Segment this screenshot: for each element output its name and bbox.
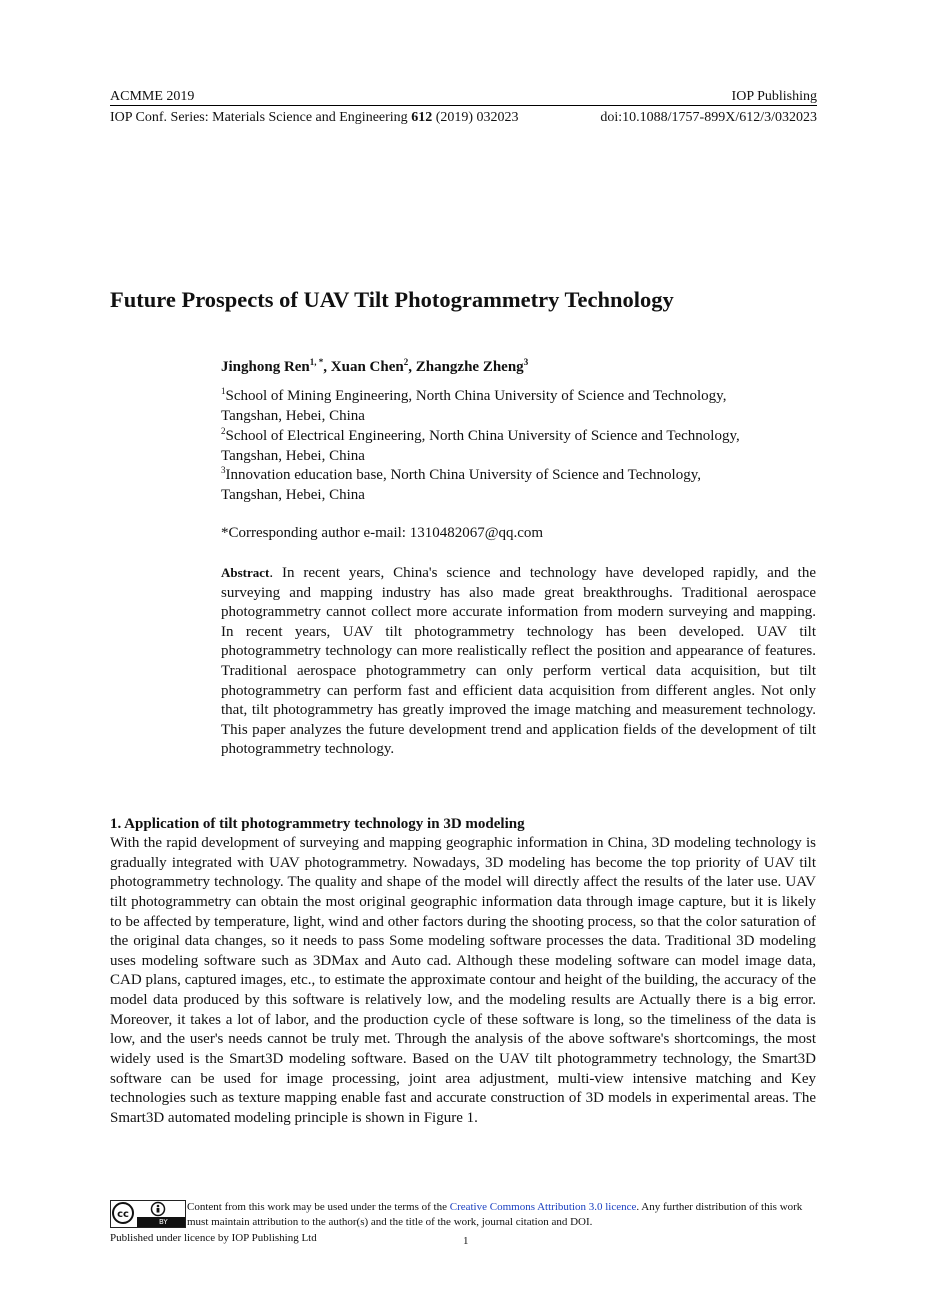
affiliation-line: Tangshan, Hebei, China bbox=[221, 447, 365, 464]
author-sep: , bbox=[323, 359, 331, 375]
series-line bbox=[110, 110, 519, 126]
license-notice bbox=[187, 1200, 817, 1230]
author-3-sup: 3 bbox=[523, 357, 529, 367]
author-2: Xuan Chen bbox=[330, 359, 404, 375]
author-1-sup: 1, * bbox=[309, 357, 324, 367]
series-suffix: (2019) 032023 bbox=[432, 110, 519, 125]
abstract-label: Abstract bbox=[221, 565, 270, 580]
abstract bbox=[221, 563, 816, 760]
affiliation-3 bbox=[221, 466, 821, 505]
cc-by-logo bbox=[110, 1200, 186, 1228]
author-3: Zhangzhe Zheng bbox=[415, 359, 524, 375]
published-notice: Published under licence by IOP Publishing Ltd bbox=[110, 1232, 317, 1244]
author-sep: , bbox=[408, 359, 416, 375]
affiliation-1 bbox=[221, 387, 821, 426]
series-prefix: IOP Conf. Series: Materials Science and Engineering bbox=[110, 110, 412, 125]
affiliation-2 bbox=[221, 427, 821, 466]
section-heading: 1. Application of tilt photogrammetry technology in 3D modeling bbox=[110, 816, 525, 832]
affiliation-sup: 3 bbox=[221, 465, 226, 475]
affiliation-line: Tangshan, Hebei, China bbox=[221, 407, 365, 424]
license-text: Content from this work may be used under the terms of the bbox=[187, 1201, 450, 1213]
header-rule bbox=[110, 105, 817, 106]
author-2-sup: 2 bbox=[403, 357, 409, 367]
paper-title: Future Prospects of UAV Tilt Photogrammetry Technology bbox=[110, 287, 674, 312]
series-volume: 612 bbox=[411, 110, 433, 125]
cc-badge: BY bbox=[159, 1218, 168, 1226]
author-list bbox=[221, 357, 528, 377]
cc-license-icon bbox=[111, 1201, 185, 1227]
corresponding-email: *Corresponding author e-mail: 1310482067@qq.com bbox=[221, 525, 544, 541]
abstract-text: . In recent years, China's science and technology have developed rapidly, and the surveying and mapping industry has also made great breakthroughs. Traditional aerospace photogrammetry cannot collect more accurate information from modern surveying and mapping. In recent years, UAV tilt photogrammetry technology has been developed. UAV tilt photogrammetry technology can more realistically reflect the position and appearance of features. Traditional aerospace photogrammetry can only perform vertical data acquisition, but tilt photogrammetry can perform fast and efficient data acquisition from different angles. Not only that, tilt photogrammetry has greatly improved the image matching and measurement technology. This paper analyzes the future development trend and application fields of the development of tilt photogrammetry technology. bbox=[221, 565, 816, 758]
conference-name: ACMME 2019 bbox=[110, 89, 195, 104]
svg-text:cc: cc bbox=[117, 1209, 129, 1220]
affiliation-sup: 2 bbox=[221, 426, 226, 436]
license-text: . Any further distribution of this work must maintain attribution to the author(s) and the title of the work, journal citation and DOI. bbox=[187, 1201, 803, 1228]
section-body: With the rapid development of surveying and mapping geographic information in China, 3D modeling technology is gradually integrated with UAV photogrammetry. Nowadays, 3D modeling has become the top priority of UAV tilt photogrammetry technology. The quality and shape of the model will directly affect the results of the later use. UAV tilt photogrammetry can obtain the most original geographic information data through image capture, but it is likely to be affected by temperature, light, wind and other factors during the shooting process, so that the color saturation of the original data changes, so it needs to pass Some modeling software processes the data. Traditional 3D modeling uses modeling software such as 3DMax and Auto cad. Although these modeling software can model image data, CAD plans, captured images, etc., to estimate the approximate contour and height of the building, the accuracy of the model data produced by this software is relatively low, and the modeling results are Actually there is a big error. Moreover, it takes a lot of labor, and the production cycle of these software is long, so the timeliness of the data is low, and the user's needs cannot be truly met. Through the analysis of the above software's shortcomings, the most widely used is the Smart3D modeling software. Based on the UAV tilt photogrammetry technology, the Smart3D software can be used for image processing, joint area adjustment, multi-view intensive matching and Key technologies such as texture mapping enable fast and accurate construction of 3D models in experimental areas. The Smart3D automated modeling principle is shown in Figure 1. bbox=[110, 835, 816, 1126]
cc-license-link[interactable]: Creative Commons Attribution 3.0 licence bbox=[449, 1201, 637, 1213]
affiliation-line: Tangshan, Hebei, China bbox=[221, 486, 365, 503]
affiliation-line: School of Mining Engineering, North China University of Science and Technology, bbox=[225, 388, 727, 404]
author-1: Jinghong Ren bbox=[221, 359, 310, 375]
publisher-name: IOP Publishing bbox=[731, 89, 817, 104]
page-number: 1 bbox=[463, 1235, 469, 1247]
affiliation-line: School of Electrical Engineering, North China University of Science and Technology, bbox=[225, 428, 740, 444]
affiliation-line: Innovation education base, North China University of Science and Technology, bbox=[225, 467, 701, 483]
affiliation-sup: 1 bbox=[221, 386, 226, 396]
doi: doi:10.1088/1757-899X/612/3/032023 bbox=[600, 110, 817, 125]
